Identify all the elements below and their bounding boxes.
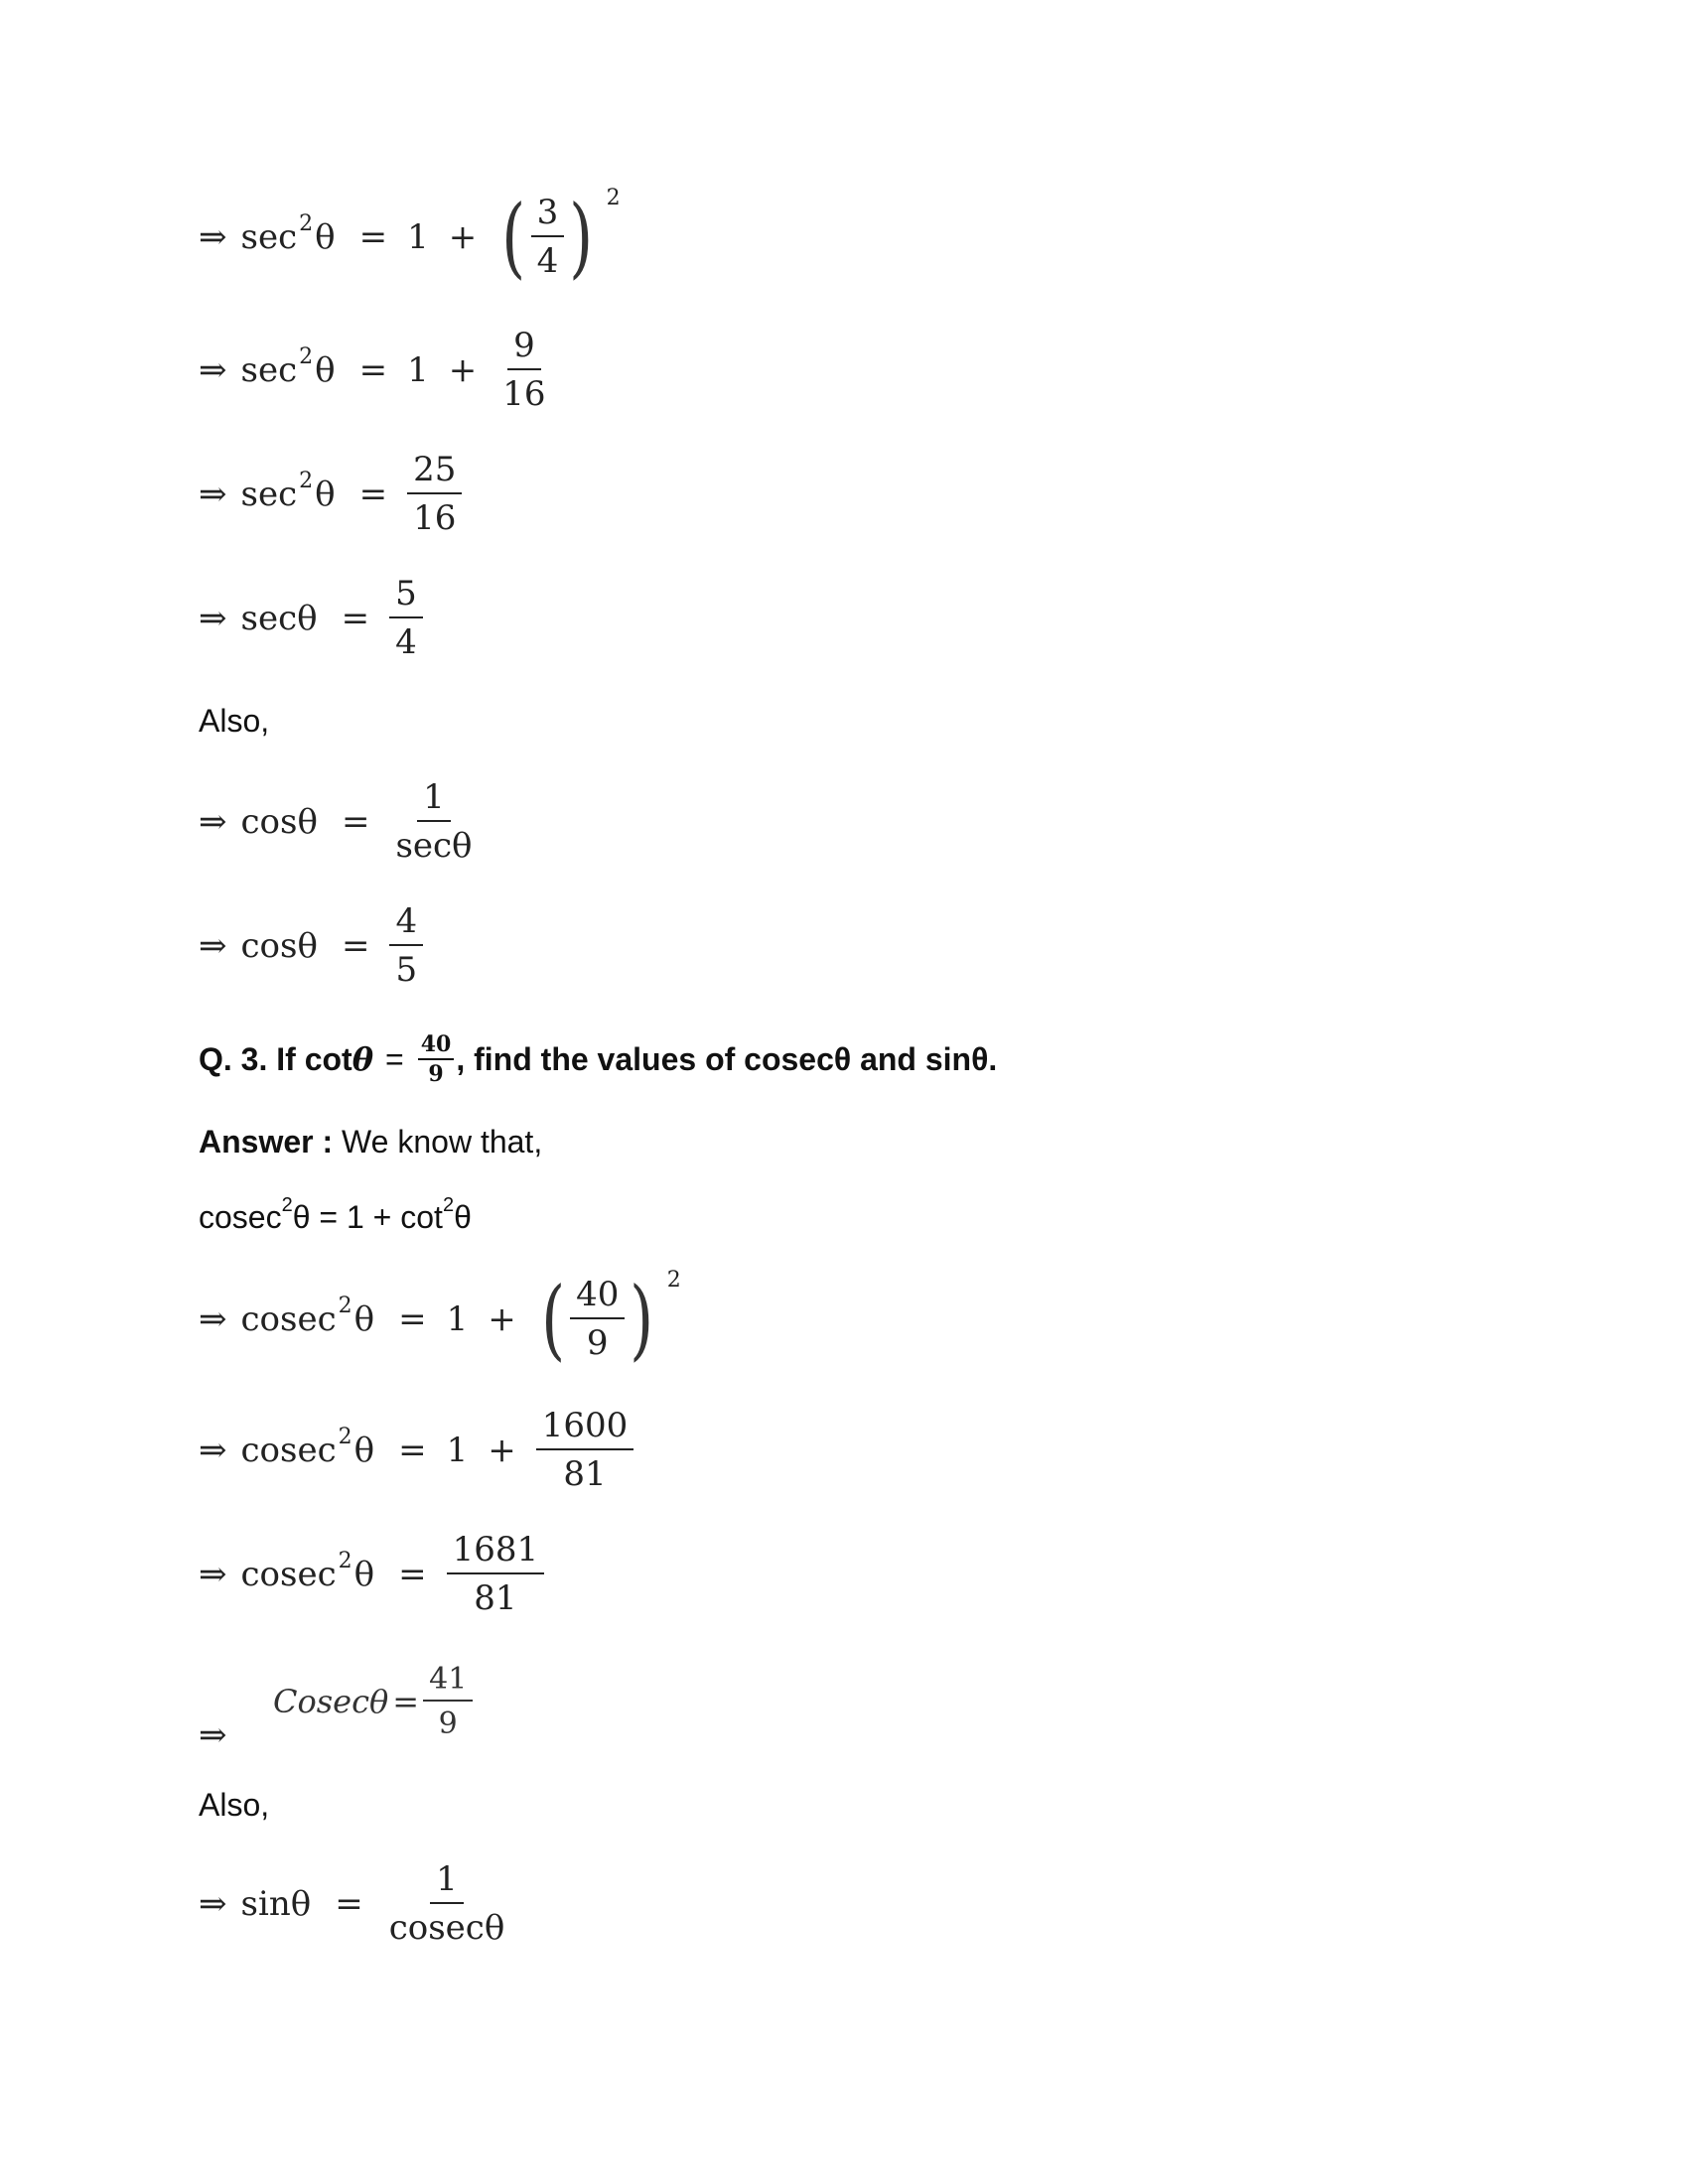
plus-sign: +: [488, 1299, 516, 1339]
right-paren: ): [630, 1268, 654, 1370]
theta-symbol: θ: [353, 1431, 375, 1471]
cosec-result: [273, 1663, 473, 1740]
question-heading: [199, 1032, 997, 1086]
theta-symbol: θ: [352, 1040, 374, 1079]
one-value: 1: [407, 217, 429, 257]
implies-symbol: ⇒: [199, 599, 227, 639]
sec-step-3: [199, 452, 462, 538]
implies-symbol: ⇒: [199, 1299, 227, 1339]
answer-text: We know that,: [333, 1124, 543, 1160]
cosec-step-1: [199, 1268, 681, 1370]
denominator: 9: [438, 1706, 458, 1741]
also-text-1: Also,: [199, 703, 270, 739]
fraction: [570, 1274, 625, 1363]
cosec-label: cosec: [240, 1431, 337, 1471]
one-value: 1: [407, 350, 429, 391]
cosec-result-label: Cosecθ: [273, 1683, 389, 1720]
numerator: 3: [531, 195, 565, 237]
squared-exponent: 2: [299, 343, 314, 369]
fraction: [407, 452, 462, 538]
right-paren: ): [569, 186, 594, 288]
squared-exponent: 2: [299, 210, 314, 236]
sec-step-2: [199, 328, 552, 414]
equals-sign: =: [358, 217, 388, 257]
numerator: 4: [389, 903, 423, 946]
cosec-label: cosec: [240, 1299, 337, 1339]
denominator: secθ: [395, 826, 473, 867]
sin-step-1: [199, 1861, 510, 1948]
squared-exponent: 2: [606, 186, 621, 210]
plus-sign: +: [448, 217, 478, 257]
implies-symbol: ⇒: [199, 1715, 227, 1755]
numerator: 9: [507, 328, 541, 370]
cos-step-2: [199, 903, 423, 990]
numerator: 1: [417, 779, 451, 822]
equals-sign: =: [398, 1431, 427, 1471]
denominator: 81: [474, 1578, 517, 1619]
plus-sign: +: [448, 350, 478, 391]
sec-label: sec: [240, 475, 298, 515]
sec-label: sec: [240, 350, 298, 391]
theta-symbol: θ: [315, 350, 336, 391]
denominator: 81: [563, 1454, 607, 1495]
fraction: [383, 1861, 511, 1948]
denominator: 9: [586, 1323, 609, 1363]
fraction: [496, 328, 551, 414]
cosec-label: cosec: [240, 1555, 337, 1595]
plus-sign: +: [488, 1431, 516, 1471]
implies-symbol: ⇒: [199, 1431, 227, 1471]
squared-exponent: 2: [666, 1268, 681, 1293]
equals-sign: =: [341, 599, 370, 639]
numerator: 25: [407, 452, 462, 494]
equals-sign: =: [341, 926, 370, 967]
equals-sign: =: [335, 1884, 363, 1925]
denominator: 4: [536, 241, 559, 281]
numerator: 1600: [536, 1408, 634, 1450]
equals-sign: =: [341, 802, 370, 843]
identity-sup-1: 2: [281, 1194, 293, 1216]
parenthesized-fraction: [536, 1268, 681, 1370]
equals-sign: =: [392, 1683, 420, 1720]
implies-symbol: ⇒: [199, 1555, 227, 1595]
parenthesized-fraction: [496, 186, 621, 288]
theta-symbol: θ: [315, 475, 336, 515]
equals-sign: =: [358, 350, 388, 391]
identity-line: [199, 1194, 472, 1236]
numerator: 5: [389, 576, 423, 618]
fraction: [531, 192, 565, 281]
denominator: 16: [502, 374, 546, 415]
equals-sign: =: [385, 1040, 404, 1077]
squared-exponent: 2: [338, 1548, 352, 1573]
denominator: 4: [395, 622, 417, 663]
also-text-2: Also,: [199, 1787, 270, 1823]
numerator: 40: [570, 1277, 625, 1319]
identity-part-3: θ: [454, 1199, 472, 1235]
implies-symbol: ⇒: [199, 1884, 227, 1925]
equals-sign: =: [358, 475, 388, 515]
sec-label: sec: [240, 217, 298, 257]
equals-sign: =: [398, 1299, 427, 1339]
cosec-step-3: [199, 1532, 544, 1618]
identity-sup-2: 2: [442, 1194, 455, 1216]
numerator: 1: [430, 1861, 464, 1904]
squared-exponent: 2: [338, 1293, 352, 1318]
question-suffix: , find the values of cosecθ and sinθ.: [456, 1040, 998, 1077]
fraction: [447, 1532, 545, 1618]
fraction: [389, 903, 423, 990]
left-paren: (: [540, 1268, 565, 1370]
sec-step-4: [199, 576, 423, 662]
one-value: 1: [446, 1431, 469, 1471]
answer-label: Answer :: [199, 1124, 334, 1160]
squared-exponent: 2: [299, 468, 314, 493]
answer-line: [199, 1124, 542, 1160]
denominator: 9: [428, 1061, 444, 1088]
cosec-step-2: [199, 1408, 633, 1494]
theta-symbol: θ: [353, 1555, 375, 1595]
numerator: 41: [423, 1663, 473, 1702]
identity-part-1: cosec: [199, 1199, 282, 1235]
implies-symbol: ⇒: [199, 350, 227, 391]
sec-step-1: [199, 186, 621, 288]
left-paren: (: [501, 186, 526, 288]
one-value: 1: [446, 1299, 469, 1339]
cos-theta-label: cosθ: [240, 926, 318, 967]
fraction: [536, 1408, 634, 1494]
cos-theta-label: cosθ: [240, 802, 318, 843]
question-prefix: Q. 3. If cot: [199, 1040, 352, 1077]
squared-exponent: 2: [338, 1424, 352, 1449]
identity-part-2: θ = 1 + cot: [292, 1199, 443, 1235]
numerator: 40: [418, 1032, 455, 1060]
numerator: 1681: [447, 1532, 545, 1574]
sin-theta-label: sinθ: [240, 1884, 312, 1925]
theta-symbol: θ: [315, 217, 336, 257]
implies-symbol: ⇒: [199, 926, 227, 967]
implies-symbol: ⇒: [199, 217, 227, 257]
equals-sign: =: [398, 1555, 427, 1595]
implies-symbol: ⇒: [199, 475, 227, 515]
implies-symbol: ⇒: [199, 802, 227, 843]
denominator: 5: [395, 950, 418, 991]
denominator: 16: [413, 498, 457, 539]
sec-theta-label: secθ: [240, 599, 318, 639]
theta-symbol: θ: [353, 1299, 375, 1339]
fraction: [389, 779, 478, 866]
denominator: cosecθ: [388, 1908, 505, 1949]
fraction: [389, 576, 423, 662]
fraction: [423, 1663, 473, 1740]
cos-step-1: [199, 779, 479, 866]
question-fraction: [418, 1032, 455, 1086]
